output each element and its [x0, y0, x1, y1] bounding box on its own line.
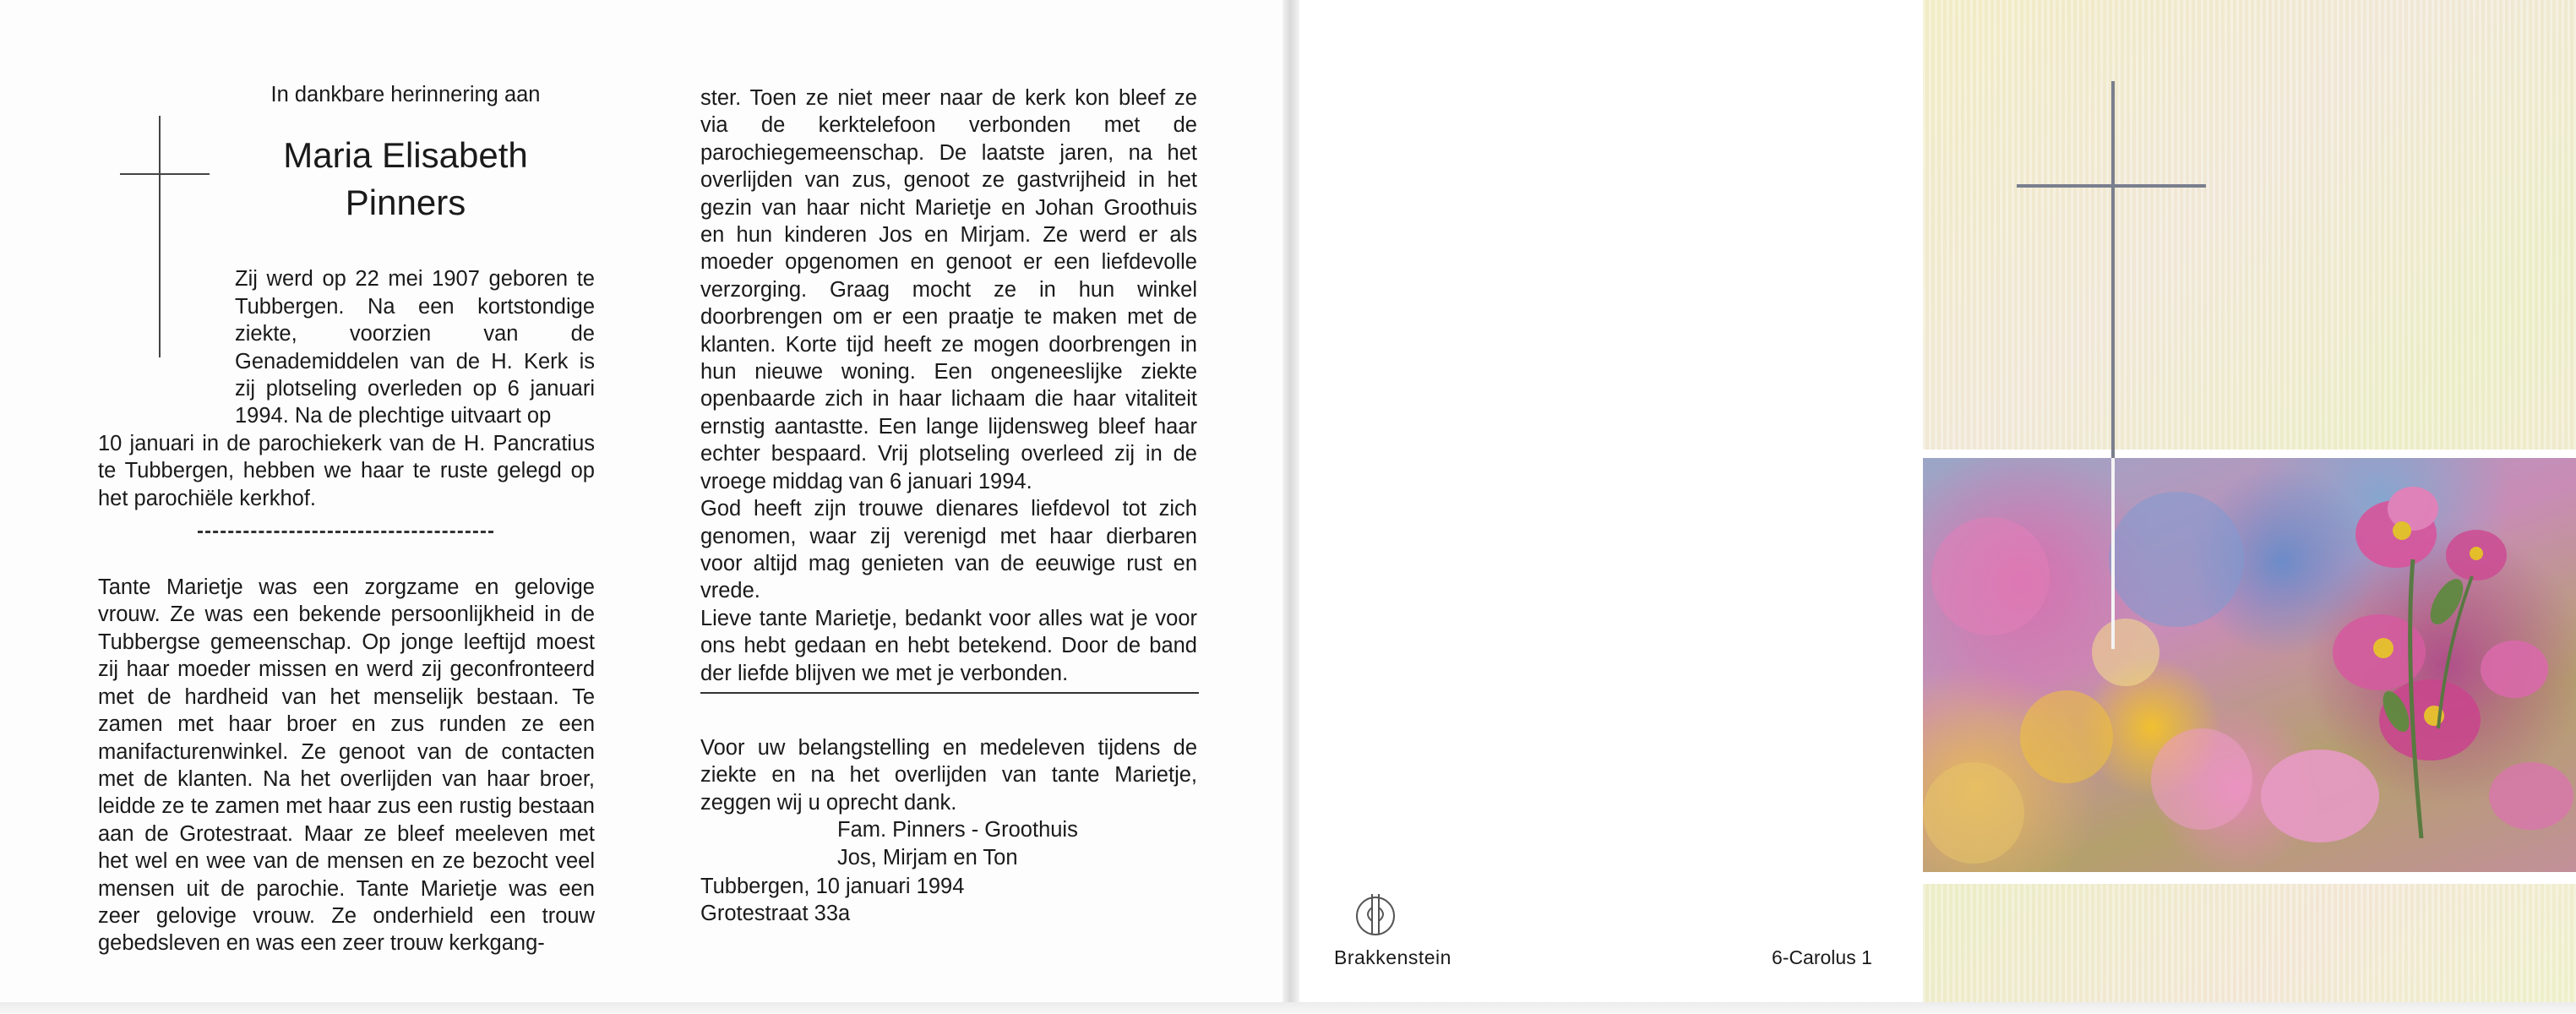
address: Grotestraat 33a: [700, 902, 851, 926]
life-story: Tante Marietje was een zorgzame en gelovige vrouw. Ze was een bekende persoonlijkheid in de Tubbergse gemeenschap. Op jonge leeftijd moest zij haar moeder missen en werd zij geconfronteerd met de hardheid van het menselijk bestaan. Te zamen met haar broer en zus runden ze een manifacturenwinkel. Ze genoot van de contacten met de klanten. Na het overlijden van haar broer, leidde ze te zamen met haar zus een rustig bestaan aan de Grotestraat. Maar ze bleef meeleven met het wel en wee van de mensen en ze bezocht veel mensen uit de parochie. Tante Marietje was een zeer gelovige vrouw. Ze onderhield een trouw gebedsleven en was een zeer trouw kerkgang-: [98, 575, 595, 956]
thanks-text: Voor uw belangstelling en medeleven tijdens de ziekte en na het overlijden van tante Marietje, zeggen wij u oprecht dank.: [700, 735, 1197, 815]
family-line-1: Fam. Pinners - Groothuis: [837, 818, 1078, 842]
farewell-text: Lieve tante Marietje, bedankt voor alles wat je voor ons hebt gedaan en hebt betekend. Door de band der liefde blijven we met je verbonden.: [700, 606, 1197, 685]
cross-icon-light: [2111, 458, 2115, 649]
flower-illustration: [1923, 458, 2576, 872]
place-date: Tubbergen, 10 januari 1994: [700, 874, 965, 898]
divider-ornament: [198, 522, 493, 533]
name-last: Pinners: [345, 183, 466, 223]
name-first: Maria Elisabeth: [283, 135, 528, 176]
prayer-text: God heeft zijn trouwe dienares liefdevol tot zich genomen, waar zij verenigd met haar dierbaren voor altijd mag genieten van de eeuwige rust en vrede.: [700, 497, 1197, 603]
family-line-2: Jos, Mirjam en Ton: [837, 845, 1018, 870]
life-story-continued: ster. Toen ze niet meer naar de kerk kon bleef ze via de kerktelefoon verbonden met de parochiegemeenschap. De laatste jaren, na het overlijden van zus, genoot ze gastvrijheid in het gezin van haar nicht Marietje en Johan Groothuis en hun kinderen Jos en Mirjam. Ze werd er als moeder opgenomen en genoot er een liefdevolle verzorging. Graag mocht ze in hun winkel doorbrengen om er een praatje te maken met de klanten. Korte tijd heeft ze mogen doorbrengen in hun nieuwe woning. Een ongeneeslijke ziekte openbaarde zich in haar lichaam die haar vitaliteit ernstig aantastte. Een lange lijdensweg bleef haar echter bespaard. Vrij plotseling overleed zij in de vroege middag van 6 januari 1994.: [700, 86, 1197, 493]
flower-photo: [1923, 458, 2576, 872]
place-and-address: [700, 873, 1197, 928]
card-divider: [1923, 450, 2576, 458]
card-divider-bottom: [1923, 872, 2576, 884]
divider-line: [700, 692, 1199, 694]
card-code: 6-Carolus 1: [1772, 946, 1872, 968]
intro-line: In dankbare herinnering aan: [270, 83, 541, 106]
deceased-name: [98, 132, 595, 226]
brakkenstein-logo-icon: [1350, 889, 1401, 940]
text-column-1: [98, 81, 595, 957]
cross-icon-bar: [2017, 184, 2206, 188]
card-fold: [1283, 0, 1299, 1014]
bio-full: 10 januari in de parochiekerk van de H. Pancratius te Tubbergen, hebben we haar te ruste gelegd op het parochiële kerkhof.: [98, 431, 595, 510]
page-edge: [0, 1002, 2576, 1014]
bio-indented: Zij werd op 22 mei 1907 geboren te Tubbergen. Na een kortstondige ziekte, voorzien van de Genademiddelen van de H. Kerk is zij plotseling overleden op 6 januari 1994. Na de plechtige uitvaart op: [235, 267, 595, 428]
text-column-2: [700, 84, 1197, 928]
publisher-name: Brakkenstein: [1334, 946, 1451, 968]
family-signature: [837, 816, 1197, 871]
